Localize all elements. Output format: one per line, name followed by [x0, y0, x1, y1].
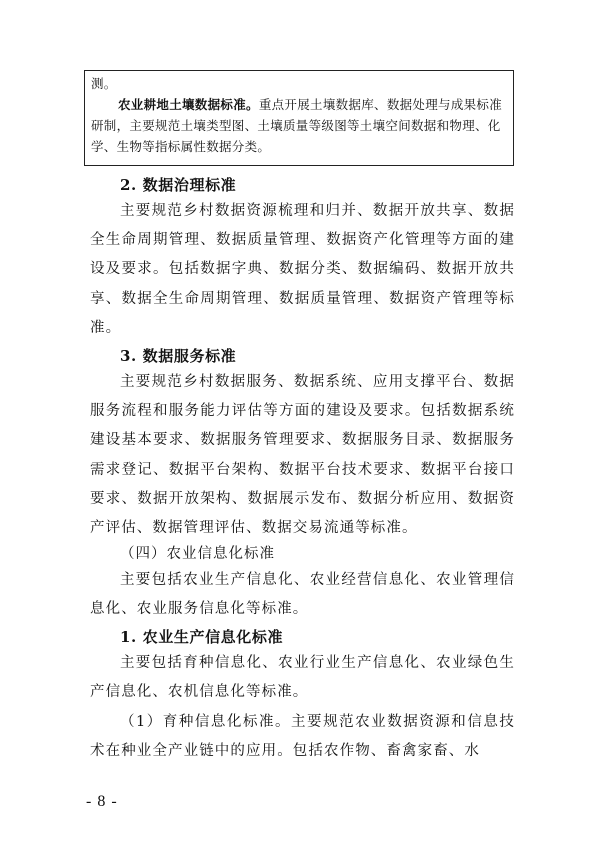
boxed-note-body	[91, 94, 507, 157]
boxed-note	[84, 70, 514, 166]
heading-data-service: 3. 数据服务标准	[120, 347, 237, 365]
boxed-note-line1: 测。	[91, 76, 117, 91]
paragraph-data-service: 主要规范乡村数据服务、数据系统、应用支撑平台、数据服务流程和服务能力评估等方面的建设及要求。包括数据系统建设基本要求、数据服务管理要求、数据服务目录、数据服务需求登记、数据平台架构、数据平台技术要求、数据平台接口要求、数据开放架构、数据展示发布、数据分析应用、数据资产评估、数据管理评估、数据交易流通等标准。	[90, 374, 515, 537]
page-number: - 8 -	[86, 793, 118, 810]
paragraph-breeding-informatization: （1）育种信息化标准。主要规范农业数据资源和信息技术在种业全产业链中的应用。包括农作物、畜禽家畜、水	[90, 714, 515, 760]
heading-production-informatization: 1. 农业生产信息化标准	[120, 628, 284, 646]
paragraph-data-governance: 主要规范乡村数据资源梳理和归并、数据开放共享、数据全生命周期管理、数据质量管理、数据资产化管理等方面的建设及要求。包括数据字典、数据分类、数据编码、数据开放共享、数据全生命周期管理、数据质量管理、数据资产管理等标准。	[90, 203, 515, 336]
boxed-note-text: 重点开展土壤数据库、数据处理与成果标准研制，主要规范土壤类型图、土壤质量等级图等土壤空间数据和物理、化学、生物等指标属性数据分类。	[91, 97, 503, 154]
boxed-note-lead: 农业耕地土壤数据标准。	[118, 97, 259, 112]
heading-data-governance: 2. 数据治理标准	[120, 176, 237, 194]
section-heading-agri-informatization: （四）农业信息化标准	[120, 546, 275, 562]
paragraph-production-informatization: 主要包括育种信息化、农业行业生产信息化、农业绿色生产信息化、农机信息化等标准。	[90, 655, 515, 701]
paragraph-agri-informatization: 主要包括农业生产信息化、农业经营信息化、农业管理信息化、农业服务信息化等标准。	[90, 572, 515, 618]
